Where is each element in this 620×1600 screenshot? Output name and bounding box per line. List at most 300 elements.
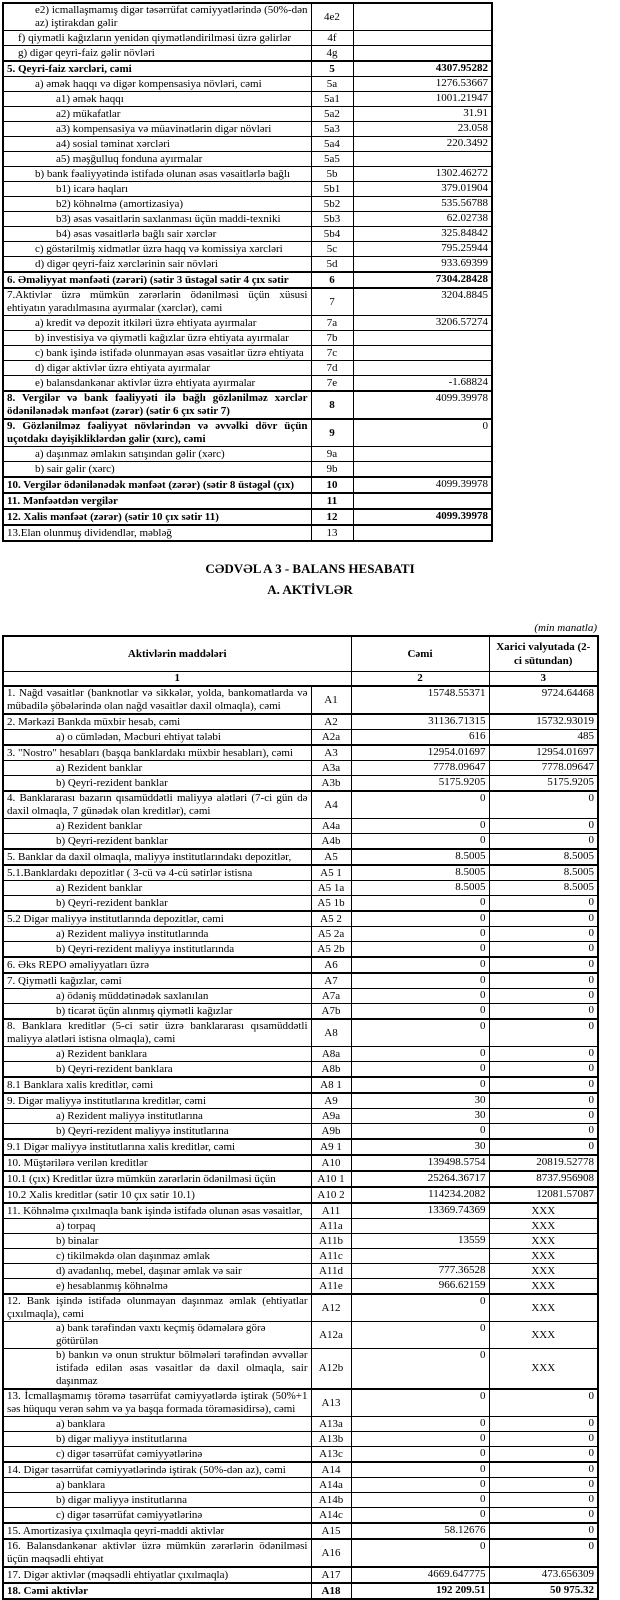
row-value-value: 31.91 — [353, 107, 492, 122]
row-code: A5 2 — [311, 911, 351, 927]
table-row — [3, 1349, 598, 1390]
assets-column-numbers-row — [3, 672, 598, 687]
row-label: 10.2 Xalis kreditlər (sətir 10 çıx sətir 10.1) — [3, 1187, 311, 1203]
table-row — [3, 1417, 598, 1432]
row-foreign-value: 0 — [489, 1462, 598, 1478]
row-value-value: 933.69399 — [353, 257, 492, 273]
row-value-value: 379.01904 — [353, 182, 492, 197]
table-row — [3, 1279, 598, 1295]
row-label: b) ticarət üçün alınmış qiymətli kağızlar — [3, 1004, 311, 1020]
table-row — [3, 896, 598, 912]
table-row — [3, 1062, 598, 1078]
row-label: e) hesablanmış köhnəlmə — [3, 1279, 311, 1295]
row-total-value: 0 — [351, 1462, 489, 1478]
table-row — [3, 1004, 598, 1020]
row-total-value: 30 — [351, 1109, 489, 1124]
row-label: 4. Banklararası bazarın qısamüddətli maliyyə alətləri (7-ci gün də daxil olmaqla, 7 günədək olan kreditlər), cəmi — [3, 791, 311, 819]
row-code: A11d — [311, 1264, 351, 1279]
row-label: b) sair gəlir (xərc) — [3, 462, 311, 478]
row-label: 12. Bank işində istifadə olunmayan daşınmaz əmlak (ehtiyatlar çıxılmaqla), cəmi — [3, 1294, 311, 1322]
row-code: A13c — [311, 1447, 351, 1463]
table-row — [3, 212, 492, 227]
row-code: A18 — [311, 1583, 351, 1599]
row-code: A12b — [311, 1349, 351, 1390]
table-row — [3, 865, 598, 881]
row-code: A8 — [311, 1019, 351, 1047]
table-row — [3, 942, 598, 958]
row-total-value: 0 — [351, 1077, 489, 1093]
row-code: 5a4 — [311, 137, 353, 152]
table-row — [3, 3, 492, 31]
income-statement-table — [2, 2, 493, 542]
table-row — [3, 288, 492, 316]
row-code: A7 — [311, 973, 351, 989]
row-code: 7a — [311, 316, 353, 331]
row-code: 4e2 — [311, 3, 353, 31]
row-total-value: 5175.9205 — [351, 776, 489, 792]
table-row — [3, 316, 492, 331]
table-row — [3, 1171, 598, 1187]
table-row — [3, 1462, 598, 1478]
row-foreign-value: 485 — [489, 730, 598, 746]
row-value-value: 4099.39978 — [353, 509, 492, 525]
row-value-value: 220.3492 — [353, 137, 492, 152]
row-foreign-value: 0 — [489, 1062, 598, 1078]
row-value-value — [353, 3, 492, 31]
column-number-2: 2 — [351, 672, 489, 687]
table-row — [3, 819, 598, 834]
row-value-value: 3204.8845 — [353, 288, 492, 316]
table-row — [3, 973, 598, 989]
row-foreign-value: 8737.956908 — [489, 1171, 598, 1187]
row-value-value — [353, 525, 492, 541]
row-total-value: 0 — [351, 942, 489, 958]
row-total-value: 0 — [351, 1417, 489, 1432]
row-value-value: -1.68824 — [353, 376, 492, 392]
table-row — [3, 509, 492, 525]
row-label: a) banklara — [3, 1417, 311, 1432]
row-label: b) digər maliyyə institutlarına — [3, 1432, 311, 1447]
table-row — [3, 1567, 598, 1583]
document-title-line2: A. AKTİVLƏR — [267, 582, 353, 597]
row-foreign-value: XXX — [489, 1349, 598, 1390]
table-row — [3, 776, 598, 792]
row-label: 3. "Nostro" hesabları (başqa banklardakı müxbir hesabları), cəmi — [3, 745, 311, 761]
row-foreign-value: 473.656309 — [489, 1567, 598, 1583]
row-code: A8b — [311, 1062, 351, 1078]
row-total-value — [351, 1249, 489, 1264]
row-total-value: 0 — [351, 1124, 489, 1140]
assets-table — [2, 635, 599, 1600]
table-row — [3, 1432, 598, 1447]
row-code: A8 1 — [311, 1077, 351, 1093]
row-foreign-value: 0 — [489, 1019, 598, 1047]
row-foreign-value: 8.5005 — [489, 865, 598, 881]
row-foreign-value: XXX — [489, 1234, 598, 1249]
table-row — [3, 1187, 598, 1203]
row-label: 10.1 (çıx) Kreditlər üzrə mümkün zərərlərin ödənilməsi üçün — [3, 1171, 311, 1187]
row-total-value: 0 — [351, 1322, 489, 1349]
table-row — [3, 761, 598, 776]
table-row — [3, 331, 492, 346]
assets-table-body — [3, 686, 598, 1599]
table-row — [3, 152, 492, 167]
row-code: 5b2 — [311, 197, 353, 212]
table-row — [3, 376, 492, 392]
row-label: d) digər qeyri-faiz xərclərinin sair növləri — [3, 257, 311, 273]
row-total-value: 0 — [351, 1062, 489, 1078]
row-value-value — [353, 31, 492, 46]
row-label: b) digər maliyyə institutlarına — [3, 1493, 311, 1508]
table-row — [3, 137, 492, 152]
row-total-value: 31136.71315 — [351, 714, 489, 730]
row-label: b) bankın və onun struktur bölmələri tərəfindən əvvəllər istifadə edilən əsas vəsaitlər də daxil olmaqla, sair daşınmaz — [3, 1349, 311, 1390]
row-code: A9a — [311, 1109, 351, 1124]
row-foreign-value: 0 — [489, 1447, 598, 1463]
row-total-value: 0 — [351, 911, 489, 927]
row-code: A5 — [311, 849, 351, 865]
row-total-value: 15748.55371 — [351, 686, 489, 714]
row-foreign-value: 0 — [489, 1523, 598, 1539]
row-label: d) digər aktivlər üzrə ehtiyata ayırmalar — [3, 361, 311, 376]
row-label: 9. Gözlənilməz fəaliyyət növlərindən və əvvəlki dövr üçün uçotdakı dəyişikliklərdən gəlir (xırc), cəmi — [3, 419, 311, 447]
row-code: 5d — [311, 257, 353, 273]
row-total-value: 0 — [351, 1349, 489, 1390]
assets-total-column-header: Cəmi — [351, 636, 489, 672]
table-row — [3, 391, 492, 419]
row-value-value: 4307.95282 — [353, 61, 492, 77]
row-code: 7b — [311, 331, 353, 346]
row-foreign-value: 0 — [489, 791, 598, 819]
row-label: b) Qeyri-rezident banklar — [3, 776, 311, 792]
row-label: a4) sosial təminat xərcləri — [3, 137, 311, 152]
row-code: A7b — [311, 1004, 351, 1020]
row-code: 5b — [311, 167, 353, 182]
row-total-value: 0 — [351, 957, 489, 973]
row-foreign-value: 0 — [489, 989, 598, 1004]
table-row — [3, 1234, 598, 1249]
row-foreign-value: 15732.93019 — [489, 714, 598, 730]
row-code: A5 2b — [311, 942, 351, 958]
table-row — [3, 1294, 598, 1322]
table-row — [3, 525, 492, 541]
table-row — [3, 1124, 598, 1140]
row-total-value: 8.5005 — [351, 865, 489, 881]
row-total-value: 8.5005 — [351, 881, 489, 896]
row-code: 7e — [311, 376, 353, 392]
row-label: 6. Əməliyyat mənfəəti (zərəri) (sətir 3 üstəgəl sətir 4 çıx sətir — [3, 272, 311, 288]
row-code: A11b — [311, 1234, 351, 1249]
row-code: A12 — [311, 1294, 351, 1322]
row-code: A6 — [311, 957, 351, 973]
row-label: 10. Müştərilərə verilən kreditlər — [3, 1155, 311, 1171]
row-value-value: 1276.53667 — [353, 77, 492, 92]
table-row — [3, 927, 598, 942]
table-row — [3, 1523, 598, 1539]
row-code: A2a — [311, 730, 351, 746]
row-label: 7. Qiymətli kağızlar, cəmi — [3, 973, 311, 989]
row-foreign-value: 8.5005 — [489, 881, 598, 896]
row-label: 5. Qeyri-faiz xərcləri, cəmi — [3, 61, 311, 77]
row-value-value — [353, 46, 492, 62]
row-code: A13b — [311, 1432, 351, 1447]
table-row — [3, 911, 598, 927]
row-code: 5a2 — [311, 107, 353, 122]
row-label: 12. Xalis mənfəət (zərər) (sətir 10 çıx sətir 11) — [3, 509, 311, 525]
row-label: a) Rezident maliyyə institutlarına — [3, 1109, 311, 1124]
row-foreign-value: 5175.9205 — [489, 776, 598, 792]
row-label: b4) əsas vəsaitlərlə bağlı sair xərclər — [3, 227, 311, 242]
table-row — [3, 227, 492, 242]
table-row — [3, 346, 492, 361]
row-foreign-value: 0 — [489, 1417, 598, 1432]
row-label: a) bank tərəfindən vaxtı keçmiş ödəmələrə görə götürülən — [3, 1322, 311, 1349]
row-code: 9 — [311, 419, 353, 447]
row-label: 8. Banklara kreditlər (5-ci sətir üzrə banklararası qısamüddətli maliyyə alətləri istisna olmaqla), cəmi — [3, 1019, 311, 1047]
row-total-value: 0 — [351, 1432, 489, 1447]
table-row — [3, 686, 598, 714]
row-code: 11 — [311, 493, 353, 509]
table-row — [3, 107, 492, 122]
row-code: 5a5 — [311, 152, 353, 167]
row-total-value: 0 — [351, 819, 489, 834]
table-row — [3, 1109, 598, 1124]
row-label: 5. Banklar da daxil olmaqla, maliyyə institutlarındakı depozitlər, — [3, 849, 311, 865]
row-foreign-value: 0 — [489, 1047, 598, 1062]
row-total-value: 8.5005 — [351, 849, 489, 865]
row-total-value: 114234.2082 — [351, 1187, 489, 1203]
row-code: A7a — [311, 989, 351, 1004]
row-total-value: 777.36528 — [351, 1264, 489, 1279]
row-total-value: 0 — [351, 896, 489, 912]
row-label: a) ödəniş müddətinədək saxlanılan — [3, 989, 311, 1004]
row-code: 4g — [311, 46, 353, 62]
row-label: a5) məşğulluq fonduna ayırmalar — [3, 152, 311, 167]
row-value-value: 4099.39978 — [353, 477, 492, 493]
row-code: A11a — [311, 1219, 351, 1234]
row-code: 5c — [311, 242, 353, 257]
row-label: 10. Vergilər ödənilənədək mənfəət (zərər) (sətir 8 üstəgəl (çıx) — [3, 477, 311, 493]
row-foreign-value: 0 — [489, 973, 598, 989]
table-row — [3, 361, 492, 376]
row-label: b) Qeyri-rezident maliyyə institutlarında — [3, 942, 311, 958]
row-foreign-value: 0 — [489, 1432, 598, 1447]
table-row — [3, 462, 492, 478]
row-foreign-value: 9724.64468 — [489, 686, 598, 714]
row-foreign-value: 0 — [489, 834, 598, 850]
row-value-value: 23.058 — [353, 122, 492, 137]
row-value-value — [353, 361, 492, 376]
row-foreign-value: 0 — [489, 1139, 598, 1155]
row-code: 7d — [311, 361, 353, 376]
row-total-value: 0 — [351, 1019, 489, 1047]
row-code: A10 1 — [311, 1171, 351, 1187]
row-label: 15. Amortizasiya çıxılmaqla qeyri-maddi aktivlər — [3, 1523, 311, 1539]
row-label: b) binalar — [3, 1234, 311, 1249]
row-label: 13. İcmallaşmamış törəmə təsərrüfat cəmiyyətlərdə iştirak (50%+1 səs hüququ verən səhm və ya başqa formada törəməsidirsə), cəmi — [3, 1389, 311, 1417]
row-code: A13a — [311, 1417, 351, 1432]
row-value-value: 1001.21947 — [353, 92, 492, 107]
row-code: A16 — [311, 1539, 351, 1567]
table-row — [3, 92, 492, 107]
assets-header-row — [3, 636, 598, 672]
row-code: 5a — [311, 77, 353, 92]
row-foreign-value: 50 975.32 — [489, 1583, 598, 1599]
table-row — [3, 834, 598, 850]
row-total-value — [351, 1219, 489, 1234]
row-code: A5 1b — [311, 896, 351, 912]
row-code: A5 2a — [311, 927, 351, 942]
row-label: a) banklara — [3, 1478, 311, 1493]
row-code: A1 — [311, 686, 351, 714]
income-statement-body — [3, 3, 492, 541]
table-row — [3, 714, 598, 730]
row-foreign-value: XXX — [489, 1264, 598, 1279]
table-row — [3, 1077, 598, 1093]
row-code: A14b — [311, 1493, 351, 1508]
row-total-value: 0 — [351, 1447, 489, 1463]
table-row — [3, 881, 598, 896]
row-code: 12 — [311, 509, 353, 525]
row-total-value: 0 — [351, 834, 489, 850]
row-code: A9 — [311, 1093, 351, 1109]
table-row — [3, 1478, 598, 1493]
table-row — [3, 957, 598, 973]
row-foreign-value: 12081.57087 — [489, 1187, 598, 1203]
row-foreign-value: 20819.52778 — [489, 1155, 598, 1171]
table-row — [3, 791, 598, 819]
table-row — [3, 1493, 598, 1508]
row-total-value: 13369.74369 — [351, 1203, 489, 1219]
row-total-value: 0 — [351, 791, 489, 819]
row-total-value: 616 — [351, 730, 489, 746]
row-value-value — [353, 331, 492, 346]
row-foreign-value: 0 — [489, 1539, 598, 1567]
row-label: a) torpaq — [3, 1219, 311, 1234]
row-code: 5a1 — [311, 92, 353, 107]
table-row — [3, 1583, 598, 1599]
row-foreign-value: 0 — [489, 1109, 598, 1124]
row-label: 5.2 Digər maliyyə institutlarında depozitlər, cəmi — [3, 911, 311, 927]
row-label: c) digər təsərrüfat cəmiyyətlərinə — [3, 1508, 311, 1524]
row-label: a3) kompensasiya və müavinətlərin digər növləri — [3, 122, 311, 137]
row-foreign-value: XXX — [489, 1322, 598, 1349]
row-code: A10 2 — [311, 1187, 351, 1203]
row-code: A4a — [311, 819, 351, 834]
table-row — [3, 1249, 598, 1264]
row-code: 7c — [311, 346, 353, 361]
row-value-value: 0 — [353, 419, 492, 447]
row-code: A17 — [311, 1567, 351, 1583]
table-row — [3, 31, 492, 46]
row-value-value: 325.84842 — [353, 227, 492, 242]
row-label: 8. Vergilər və bank fəaliyyəti ilə bağlı gözlənilməz xərclər ödənilənədək mənfəət (zərər) (sətir 6 çıx sətir 7) — [3, 391, 311, 419]
row-code: A5 1a — [311, 881, 351, 896]
row-label: a) Rezident banklar — [3, 819, 311, 834]
row-label: a2) mükafatlar — [3, 107, 311, 122]
row-code: A9 1 — [311, 1139, 351, 1155]
table-row — [3, 1539, 598, 1567]
row-label: f) qiymətli kağızların yenidən qiymətləndirilməsi üzrə gəlirlər — [3, 31, 311, 46]
table-row — [3, 1389, 598, 1417]
row-label: a) o cümlədən, Məcburi ehtiyat tələbi — [3, 730, 311, 746]
row-foreign-value: 0 — [489, 911, 598, 927]
row-code: 9b — [311, 462, 353, 478]
table-row — [3, 77, 492, 92]
row-code: A11c — [311, 1249, 351, 1264]
row-label: b) Qeyri-rezident maliyyə institutlarına — [3, 1124, 311, 1140]
row-foreign-value: 0 — [489, 1004, 598, 1020]
row-total-value: 4669.647775 — [351, 1567, 489, 1583]
row-foreign-value: 8.5005 — [489, 849, 598, 865]
row-code: 7 — [311, 288, 353, 316]
row-label: b1) icarə haqları — [3, 182, 311, 197]
row-foreign-value: XXX — [489, 1279, 598, 1295]
row-label: g) digər qeyri-faiz gəlir növləri — [3, 46, 311, 62]
row-foreign-value: 0 — [489, 927, 598, 942]
table-row — [3, 1093, 598, 1109]
row-foreign-value: 0 — [489, 1077, 598, 1093]
row-value-value — [353, 447, 492, 462]
row-label: 11. Köhnəlmə çıxılmaqla bank işində istifadə olunan əsas vəsaitlər, — [3, 1203, 311, 1219]
table-row — [3, 419, 492, 447]
row-foreign-value: XXX — [489, 1294, 598, 1322]
assets-table-head — [3, 636, 598, 686]
row-label: d) avadanlıq, mebel, daşınar əmlak və sair — [3, 1264, 311, 1279]
row-label: 6. Əks REPO əməliyyatları üzrə — [3, 957, 311, 973]
row-total-value: 30 — [351, 1139, 489, 1155]
row-foreign-value: XXX — [489, 1219, 598, 1234]
row-foreign-value: 0 — [489, 1493, 598, 1508]
row-label: a) əmək haqqı və digər kompensasiya növləri, cəmi — [3, 77, 311, 92]
row-label: 5.1.Banklardakı depozitlər ( 3-cü və 4-cü sətirlər istisna — [3, 865, 311, 881]
row-code: 5 — [311, 61, 353, 77]
row-code: A4b — [311, 834, 351, 850]
row-label: 9.1 Digər maliyyə institutlarına xalis kreditlər, cəmi — [3, 1139, 311, 1155]
row-value-value: 62.02738 — [353, 212, 492, 227]
unit-note: (min manatla) — [534, 622, 597, 634]
table-row — [3, 989, 598, 1004]
row-code: A3a — [311, 761, 351, 776]
row-label: b) Qeyri-rezident banklara — [3, 1062, 311, 1078]
table-row — [3, 272, 492, 288]
row-value-value: 1302.46272 — [353, 167, 492, 182]
row-foreign-value: XXX — [489, 1249, 598, 1264]
table-row — [3, 257, 492, 273]
row-code: A14c — [311, 1508, 351, 1524]
row-label: 2. Mərkəzi Bankda müxbir hesab, cəmi — [3, 714, 311, 730]
row-code: A11 — [311, 1203, 351, 1219]
row-label: b) investisiya və qiymətli kağızlar üzrə ehtiyata ayırmalar — [3, 331, 311, 346]
report-page — [0, 2, 620, 1600]
row-label: c) göstərilmiş xidmətlər üzrə haqq və komissiya xərcləri — [3, 242, 311, 257]
row-foreign-value: 0 — [489, 819, 598, 834]
row-value-value: 4099.39978 — [353, 391, 492, 419]
row-label: a) daşınmaz əmlakın satışından gəlir (xərc) — [3, 447, 311, 462]
column-number-1: 1 — [3, 672, 351, 687]
row-total-value: 0 — [351, 1047, 489, 1062]
table-row — [3, 1047, 598, 1062]
row-total-value: 0 — [351, 927, 489, 942]
row-code: A9b — [311, 1124, 351, 1140]
assets-items-column-header: Aktivlərin maddələri — [3, 636, 351, 672]
row-value-value: 7304.28428 — [353, 272, 492, 288]
row-label: a) Rezident maliyyə institutlarında — [3, 927, 311, 942]
table-row — [3, 46, 492, 62]
row-total-value: 0 — [351, 1389, 489, 1417]
row-label: e2) icmallaşmamış digər təsərrüfat cəmiyyətlərində (50%-dən az) iştirakdan gəlir — [3, 3, 311, 31]
row-label: 17. Digər aktivlər (məqsədli ehtiyatlar çıxılmaqla) — [3, 1567, 311, 1583]
